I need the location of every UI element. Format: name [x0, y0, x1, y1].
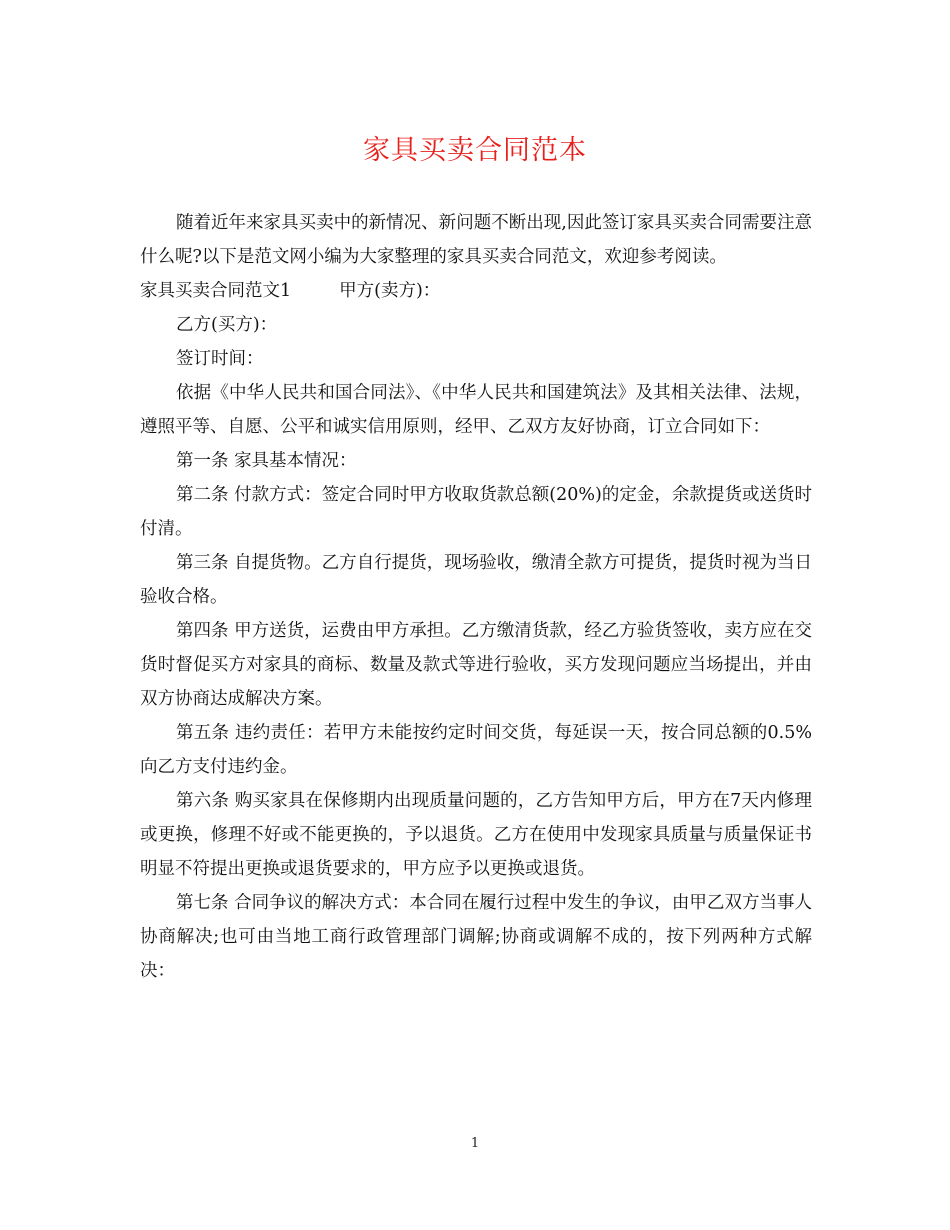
- sample-heading-line: [140, 274, 812, 308]
- party-b-label: 乙方(买方)：: [176, 315, 278, 335]
- article-5: 第五条 违约责任：若甲方未能按约定时间交货，每延误一天，按合同总额的0.5%向乙方支付违约金。: [140, 723, 812, 777]
- article-6: 第六条 购买家具在保修期内出现质量问题的，乙方告知甲方后，甲方在7天内修理或更换，修理不好或不能更换的，予以退货。乙方在使用中发现家具质量与质量保证书明显不符提出更换或退货要求的，甲方应予以更换或退货。: [140, 791, 812, 879]
- article-1: 第一条 家具基本情况：: [176, 451, 357, 471]
- article-3: 第三条 自提货物。乙方自行提货，现场验收，缴清全款方可提货，提货时视为当日验收合格。: [140, 553, 812, 607]
- document-title: 家具买卖合同范本: [363, 135, 587, 166]
- article-2: 第二条 付款方式：签定合同时甲方收取货款总额(20%)的定金，余款提货或送货时付清。: [140, 485, 812, 539]
- article-4: 第四条 甲方送货，运费由甲方承担。乙方缴清货款，经乙方验货签收，卖方应在交货时督促买方对家具的商标、数量及款式等进行验收，买方发现问题应当场提出，并由双方协商达成解决方案。: [140, 621, 812, 709]
- party-a-label: 甲方(卖方)：: [339, 281, 441, 301]
- preamble-paragraph: 依据《中华人民共和国合同法》、《中华人民共和国建筑法》及其相关法律、法规，遵照平等、自愿、公平和诚实信用原则，经甲、乙双方友好协商，订立合同如下：: [140, 383, 812, 437]
- sample-label: 家具买卖合同范文1: [140, 281, 292, 301]
- sign-time-label: 签订时间：: [176, 349, 264, 369]
- document-body: [140, 206, 812, 988]
- article-7: 第七条 合同争议的解决方式：本合同在履行过程中发生的争议，由甲乙双方当事人协商解决;也可由当地工商行政管理部门调解;协商或调解不成的，按下列两种方式解决：: [140, 893, 812, 981]
- page-number: 1: [470, 1136, 480, 1151]
- intro-paragraph: 随着近年来家具买卖中的新情况、新问题不断出现,因此签订家具买卖合同需要注意什么呢?以下是范文网小编为大家整理的家具买卖合同范文，欢迎参考阅读。: [140, 213, 812, 267]
